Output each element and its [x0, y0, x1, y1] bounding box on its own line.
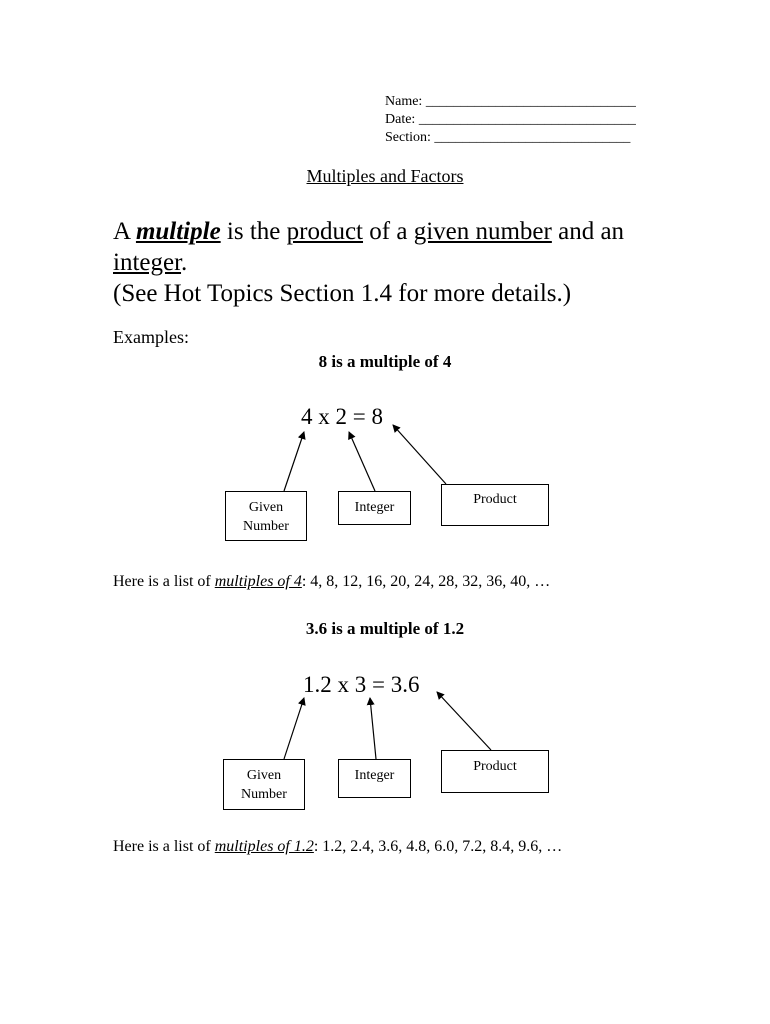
- example1-given-line1: Given: [248, 500, 284, 515]
- example2-given-line2: Number: [241, 787, 287, 802]
- example1-integer-arrow: [349, 432, 375, 491]
- example2-integer-arrow: [370, 698, 376, 759]
- example1-list-values: : 4, 8, 12, 16, 20, 24, 28, 32, 36, 40, …: [301, 573, 551, 590]
- example2-given-arrow: [284, 698, 304, 759]
- example2-equation: 1.2 x 3 = 3.6: [303, 672, 420, 697]
- def-term-product: product: [286, 218, 364, 245]
- date-field: Date: _______________________________: [385, 112, 636, 127]
- def-period: .: [181, 249, 188, 276]
- def-term-multiple: multiple: [135, 218, 221, 245]
- def-text-is-the: is the: [220, 218, 287, 245]
- example1-list-term: multiples of 4: [214, 573, 302, 590]
- def-term-given-number: given number: [413, 218, 552, 245]
- example2-integer-label: Integer: [354, 768, 395, 783]
- example1-given-arrow: [284, 432, 304, 491]
- example1-title: 8 is a multiple of 4: [318, 352, 452, 371]
- def-see-note: (See Hot Topics Section 1.4 for more details.): [113, 280, 572, 307]
- example2-list-prefix: Here is a list of: [113, 838, 215, 855]
- example1-integer-label: Integer: [354, 500, 395, 515]
- example1-given-line2: Number: [243, 519, 289, 534]
- page-title: Multiples and Factors: [306, 166, 464, 186]
- example1-product-label: Product: [473, 492, 517, 507]
- examples-label: Examples:: [113, 327, 189, 347]
- example2-list-values: : 1.2, 2.4, 3.6, 4.8, 6.0, 7.2, 8.4, 9.6, …: [313, 838, 563, 855]
- def-text-and-an: and an: [551, 218, 625, 245]
- example2-given-line1: Given: [246, 768, 282, 783]
- def-text-of-a: of a: [363, 218, 414, 245]
- example1-product-arrow: [393, 425, 446, 484]
- def-text-a: A: [113, 218, 136, 245]
- example1-equation: 4 x 2 = 8: [301, 404, 383, 429]
- example2-title: 3.6 is a multiple of 1.2: [305, 619, 465, 638]
- name-field: Name: ______________________________: [385, 94, 636, 109]
- example2-product-label: Product: [473, 759, 517, 774]
- def-term-integer: integer: [113, 249, 182, 276]
- example2-product-arrow: [437, 692, 491, 750]
- example1-list-prefix: Here is a list of: [113, 573, 215, 590]
- example2-list-term: multiples of 1.2: [214, 838, 314, 855]
- section-field: Section: ____________________________: [385, 130, 631, 145]
